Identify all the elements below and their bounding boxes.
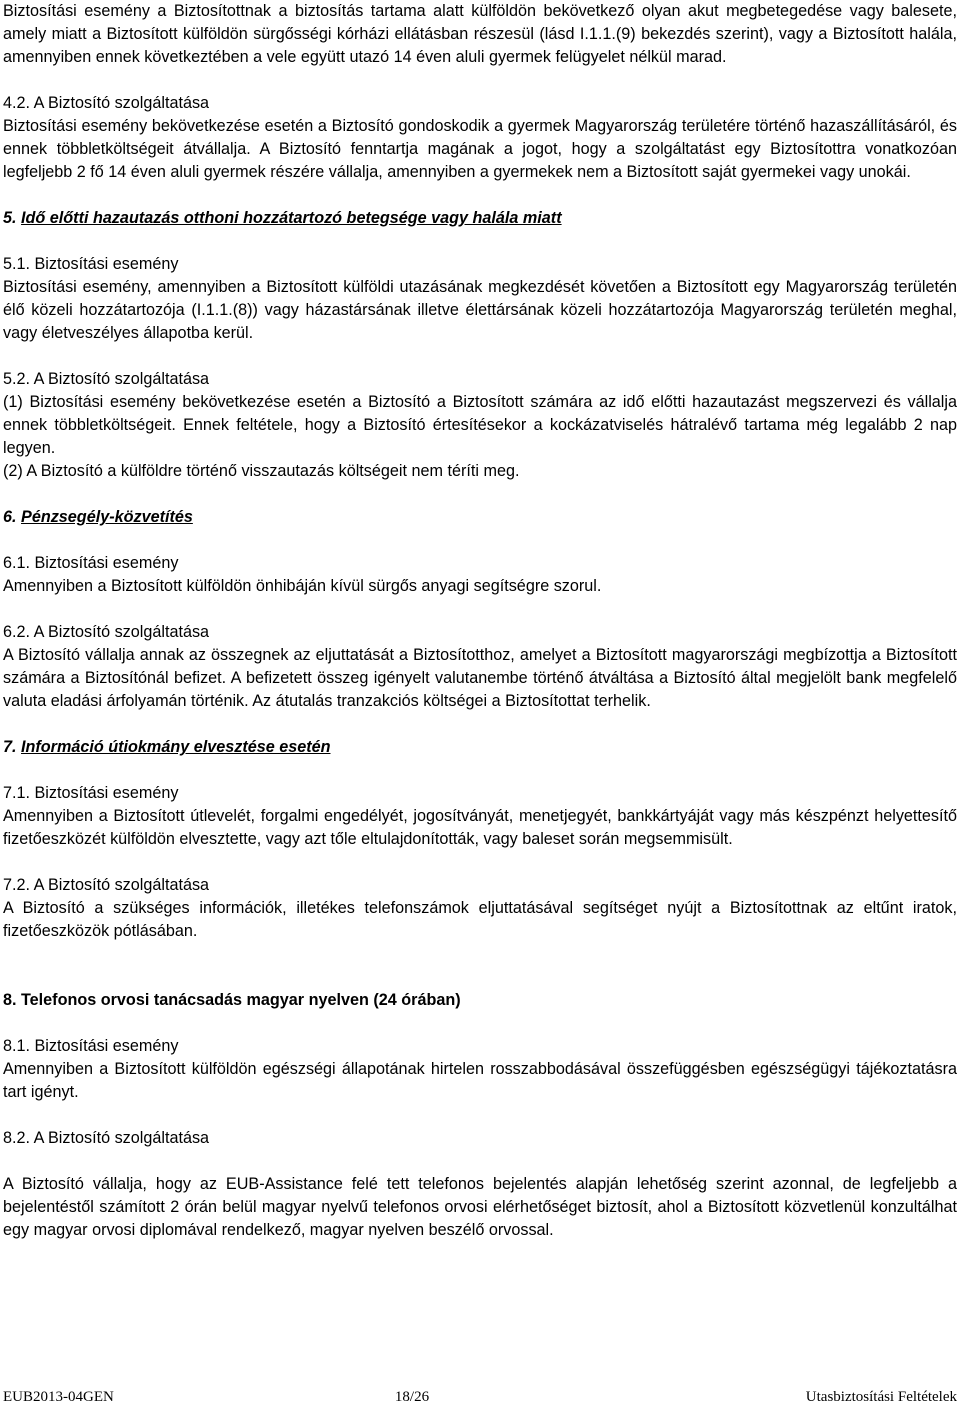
intro-paragraph: Biztosítási esemény a Biztosítottnak a biztosítás tartama alatt külföldön bekövetkező olyan akut megbetegedése vagy balesete, amely miatt a Biztosított külföldön sürgősségi kórházi ellátásban részesül (lásd I.1.1.(9) bekezdés szerint), vagy a Biztosított halála, amennyiben ennek következtében a vele együtt utazó 14 éven aluli gyermek felügyelet nélkül marad. — [3, 2, 957, 66]
section-5-2-paragraph-1: (1) Biztosítási esemény bekövetkezése esetén a Biztosító a Biztosított számára az idő előtti hazautazást megszervezi és vállalja ennek többletköltségeit. Ennek feltétele, hogy a Biztosító értesítésekor a kockázatviselés hátralévő tartama még legalább 2 nap legyen. — [3, 393, 957, 457]
footer-document-title: Utasbiztosítási Feltételek — [805, 1389, 957, 1405]
section-7-2 — [3, 874, 957, 943]
section-6-1-text: Amennyiben a Biztosított külföldön önhibáján kívül sürgős anyagi segítségre szorul. — [3, 577, 602, 595]
section-6-2 — [3, 621, 957, 713]
section-7-2-text: A Biztosító a szükséges információk, illetékes telefonszámok eljuttatásával segítséget nyújt a Biztosítottnak az eltűnt iratok, fizetőeszközök pótlásában. — [3, 899, 957, 940]
section-5-2-heading: 5.2. A Biztosító szolgáltatása — [3, 370, 210, 388]
section-6-1-heading: 6.1. Biztosítási esemény — [3, 554, 179, 572]
section-5-2-paragraph-2: (2) A Biztosító a külföldre történő visszautazás költségeit nem téríti meg. — [3, 462, 520, 480]
section-8-1 — [3, 1035, 957, 1104]
section-6-1 — [3, 552, 957, 598]
section-5-2 — [3, 368, 957, 483]
footer-page-number: 18/26 — [394, 1389, 430, 1405]
section-7-1 — [3, 782, 957, 851]
section-7-title-text: Információ útiokmány elvesztése esetén — [21, 738, 331, 756]
section-7-number: 7. — [3, 738, 17, 756]
section-5-1-text: Biztosítási esemény, amennyiben a Biztosított külföldi utazásának megkezdését követően a Biztosított egy Magyarország területén élő közeli hozzátartozója (I.1.1.(8)) vagy házastársának illetve élettársának közeli hozzátartozója Magyarország területén meghal, vagy életveszélyes állapotba kerül. — [3, 278, 957, 342]
page-footer — [3, 1387, 957, 1407]
section-5-1 — [3, 253, 957, 345]
section-8-1-text: Amennyiben a Biztosított külföldön egészségi állapotának hirtelen rosszabbodásával összefüggésben egészségügyi tájékoztatásra tart igényt. — [3, 1060, 957, 1101]
section-6-number: 6. — [3, 508, 17, 526]
section-8-2 — [3, 1127, 957, 1242]
section-4-2-heading: 4.2. A Biztosító szolgáltatása — [3, 94, 210, 112]
document-body — [3, 0, 957, 1242]
section-8-2-heading: 8.2. A Biztosító szolgáltatása — [3, 1129, 210, 1147]
section-7-title — [3, 736, 957, 759]
section-6-title-text: Pénzsegély-közvetítés — [21, 508, 193, 526]
section-4-2 — [3, 92, 957, 184]
section-6-2-heading: 6.2. A Biztosító szolgáltatása — [3, 623, 210, 641]
section-4-2-text: Biztosítási esemény bekövetkezése esetén a Biztosító gondoskodik a gyermek Magyarország területére történő hazaszállításáról, és ennek többletköltségeit átvállalja. A Biztosító fenntartja magának a jogot, hogy a szolgáltatást egy Biztosítottra vonatkozóan legfeljebb 2 fő 14 éven aluli gyermek részére vállalja, amennyiben a gyermekek nem a Biztosított saját gyermekei vagy unokái. — [3, 117, 957, 181]
section-5-title — [3, 207, 957, 230]
section-7-1-heading: 7.1. Biztosítási esemény — [3, 784, 179, 802]
section-8-2-text: A Biztosító vállalja, hogy az EUB-Assistance felé tett telefonos bejelentés alapján lehetőség szerint azonnal, de legfeljebb a bejelentéstől számított 2 órán belül magyar nyelvű telefonos orvosi elérhetőséget biztosít, ahol a Biztosított közvetlenül konzultálhat egy magyar orvosi diplomával rendelkező, magyar nyelven beszélő orvossal. — [3, 1175, 957, 1239]
section-6-title — [3, 506, 957, 529]
section-8-1-heading: 8.1. Biztosítási esemény — [3, 1037, 179, 1055]
section-5-title-text: Idő előtti hazautazás otthoni hozzátartozó betegsége vagy halála miatt — [21, 209, 562, 227]
section-7-1-text: Amennyiben a Biztosított útlevelét, forgalmi engedélyét, jogosítványát, menetjegyét, bankkártyáját vagy más készpénzt helyettesítő fizetőeszközét külföldön elvesztette, vagy azt tőle eltulajdonították, vagy baleset során megsemmisült. — [3, 807, 957, 848]
section-6-2-text: A Biztosító vállalja annak az összegnek az eljuttatását a Biztosítotthoz, amelyet a Biztosított magyarországi megbízottja a Biztosított számára a Biztosítónál befizet. A befizetett összeg igényelt valutanembe történő átváltása a Biztosító által megjelölt bank megfelelő valuta eladási árfolyamán történik. Az átutalás tranzakciós költségei a Biztosítottat terhelik. — [3, 646, 957, 710]
section-5-1-heading: 5.1. Biztosítási esemény — [3, 255, 179, 273]
section-5-number: 5. — [3, 209, 17, 227]
section-7-2-heading: 7.2. A Biztosító szolgáltatása — [3, 876, 210, 894]
footer-document-code: EUB2013-04GEN — [3, 1389, 114, 1405]
section-8-title: 8. Telefonos orvosi tanácsadás magyar nyelven (24 órában) — [3, 991, 461, 1009]
